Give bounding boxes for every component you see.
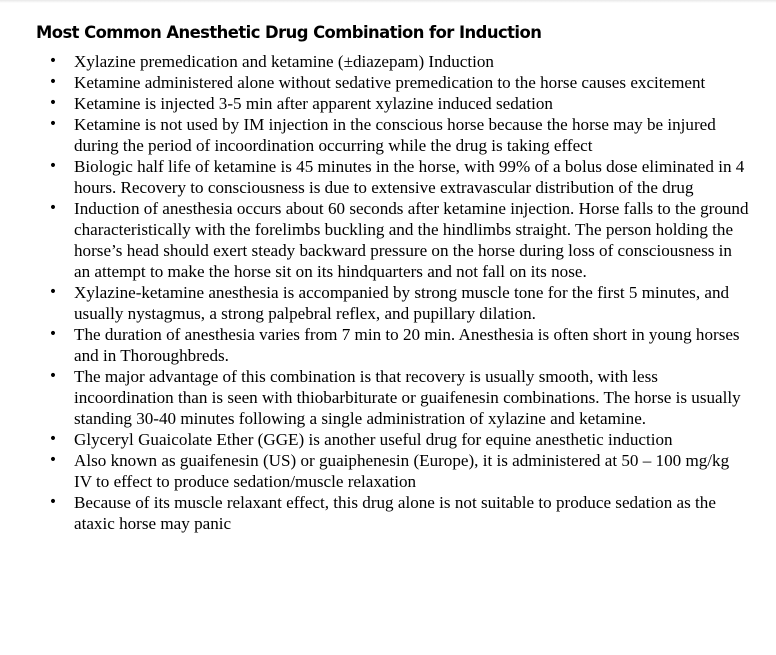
list-item-text: Also known as guaifenesin (US) or guaiphenesin (Europe), it is administered at 50 – 100 mg/kg IV to effect to produce sedation/muscle relaxation bbox=[74, 451, 730, 491]
bullet-icon: • bbox=[48, 431, 58, 447]
page-title: Most Common Anesthetic Drug Combination for Induction bbox=[36, 23, 542, 42]
bullet-icon: • bbox=[48, 95, 58, 111]
list-item-text: Biologic half life of ketamine is 45 minutes in the horse, with 99% of a bolus dose eliminated in 4 hours. Recovery to consciousness is due to extensive extravascular distribution of the drug bbox=[74, 157, 745, 197]
list-item bbox=[0, 429, 750, 450]
list-item bbox=[0, 51, 750, 72]
bullet-list bbox=[0, 51, 776, 534]
list-item-text: Xylazine-ketamine anesthesia is accompanied by strong muscle tone for the first 5 minutes, and usually nystagmus, a strong palpebral reflex, and pupillary dilation. bbox=[74, 283, 730, 323]
list-item bbox=[0, 492, 750, 534]
bullet-icon: • bbox=[48, 200, 58, 216]
list-item-text: Glyceryl Guaicolate Ether (GGE) is another useful drug for equine anesthetic induction bbox=[74, 430, 673, 449]
list-item-text: Xylazine premedication and ketamine (±diazepam) Induction bbox=[74, 52, 494, 71]
bullet-icon: • bbox=[48, 368, 58, 384]
list-item-text: Because of its muscle relaxant effect, this drug alone is not suitable to produce sedation as the ataxic horse may panic bbox=[74, 493, 716, 533]
list-item-text: The duration of anesthesia varies from 7 min to 20 min. Anesthesia is often short in young horses and in Thoroughbreds. bbox=[74, 325, 740, 365]
bullet-icon: • bbox=[48, 326, 58, 342]
bullet-icon: • bbox=[48, 158, 58, 174]
list-item bbox=[0, 450, 750, 492]
bullet-icon: • bbox=[48, 284, 58, 300]
bullet-icon: • bbox=[48, 116, 58, 132]
bullet-icon: • bbox=[48, 74, 58, 90]
bullet-icon: • bbox=[48, 494, 58, 510]
list-item bbox=[0, 324, 750, 366]
list-item-text: The major advantage of this combination is that recovery is usually smooth, with less incoordination than is seen with thiobarbiturate or guaifenesin combinations. The horse is usually standing 30-40 minutes following a single administration of xylazine and ketamine. bbox=[74, 367, 741, 428]
list-item-text: Induction of anesthesia occurs about 60 seconds after ketamine injection. Horse falls to the ground characteristically with the forelimbs buckling and the hindlimbs straight. The person holding the horse’s head should exert steady backward pressure on the horse during loss of consciousness in an attempt to make the horse sit on its hindquarters and not fall on its nose. bbox=[74, 199, 749, 281]
list-item-text: Ketamine is injected 3-5 min after apparent xylazine induced sedation bbox=[74, 94, 553, 113]
list-item bbox=[0, 114, 750, 156]
list-item-text: Ketamine is not used by IM injection in the conscious horse because the horse may be injured during the period of incoordination occurring while the drug is taking effect bbox=[74, 115, 716, 155]
list-item bbox=[0, 282, 750, 324]
list-item bbox=[0, 93, 750, 114]
list-item bbox=[0, 72, 750, 93]
list-item bbox=[0, 366, 750, 429]
list-item bbox=[0, 156, 750, 198]
bullet-icon: • bbox=[48, 53, 58, 69]
list-item bbox=[0, 198, 750, 282]
bullet-icon: • bbox=[48, 452, 58, 468]
list-item-text: Ketamine administered alone without sedative premedication to the horse causes excitement bbox=[74, 73, 706, 92]
